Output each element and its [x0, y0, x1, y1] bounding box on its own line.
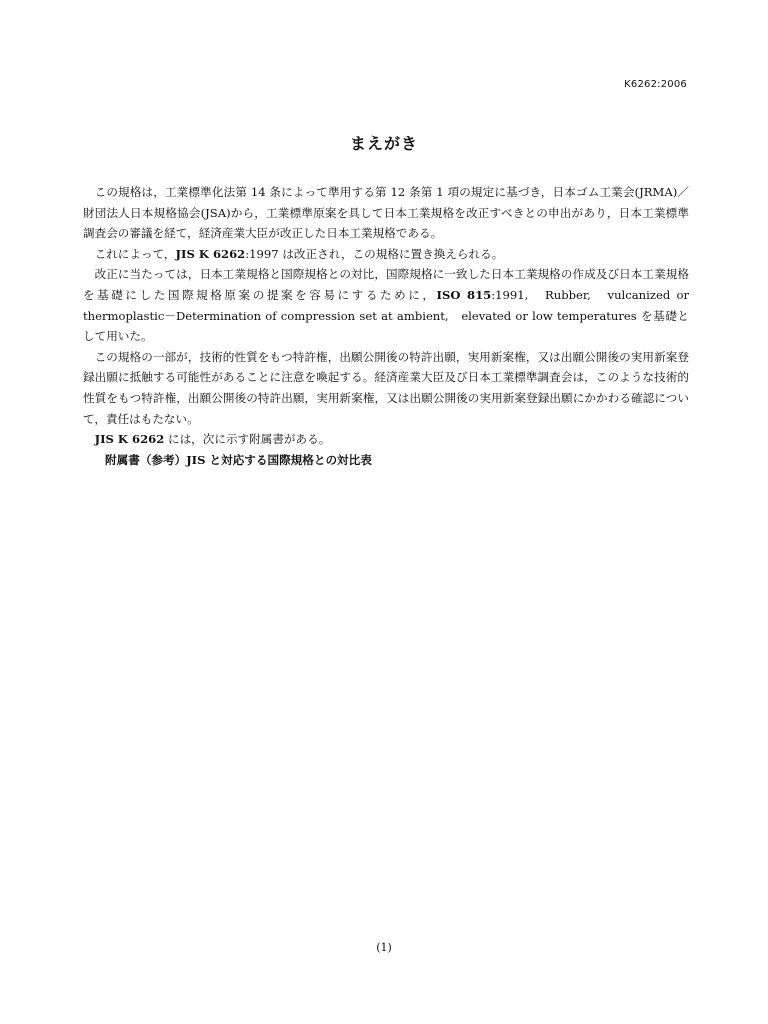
body-text [83, 182, 689, 470]
paragraph-3-post: :1991, Rubber, vulcanized or thermoplastic－Determination of compression set at ambient, elevated or low temperatures を基礎として用いた。 [83, 287, 689, 344]
paragraph-5 [83, 429, 689, 450]
annex-item: 附属書（参考）JIS と対応する国際規格との対比表 [105, 452, 372, 467]
document-id: K6262:2006 [624, 79, 687, 90]
page-title: まえがき [349, 134, 418, 153]
iso-reference: ISO 815 [436, 287, 492, 302]
paragraph-2-post: :1997 は改正され，この規格に置き換えられる。 [245, 246, 504, 261]
paragraph-5-post: には，次に示す附属書がある。 [164, 432, 331, 447]
paragraph-3-pre: 改正に当たっては，日本工業規格と国際規格との対比，国際規格に一致した日本工業規格の作成及び日本工業規格を基礎にした国際規格原案の提案を容易にするために， [83, 267, 689, 302]
paragraph-3 [83, 264, 689, 346]
standard-reference: JIS K 6262 [94, 432, 165, 447]
paragraph-2-pre: これによって， [94, 246, 176, 261]
paragraph-4: この規格の一部が，技術的性質をもつ特許権，出願公開後の特許出願，実用新案権，又は出願公開後の実用新案登録出願に抵触する可能性があることに注意を喚起する。経済産業大臣及び日本工業標準調査会は，このような技術的性質をもつ特許権，出願公開後の特許出願，実用新案権，又は出願公開後の実用新案登録出願にかかわる確認について，責任はもたない。 [83, 349, 689, 426]
standard-reference: JIS K 6262 [175, 246, 246, 261]
page-number: (1) [376, 941, 392, 954]
paragraph-1: この規格は，工業標準化法第 14 条によって準用する第 12 条第 1 項の規定に基づき，日本ゴム工業会(JRMA)／財団法人日本規格協会(JSA)から，工業標準原案を具して日本工業規格を改正すべきとの申出があり，日本工業標準調査会の審議を経て，経済産業大臣が改正した日本工業規格である。 [83, 185, 689, 241]
paragraph-2 [83, 244, 689, 265]
